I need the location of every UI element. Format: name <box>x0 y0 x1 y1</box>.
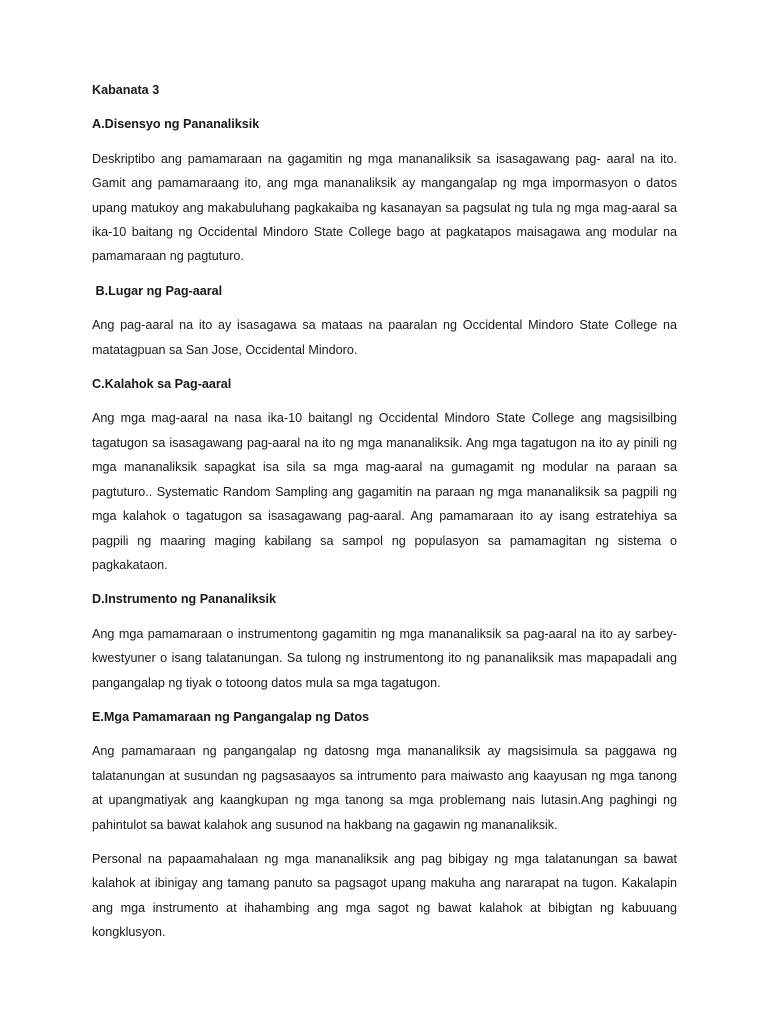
document-body <box>92 78 677 955</box>
paragraph-pangangalap-1: Ang pamamaraan ng pangangalap ng datosng mga mananaliksik ay magsisimula sa paggawa ng talatanungan at susundan ng pagsasaayos sa intrumento para maiwasto ang kaayusan ng mga tanong at upangmatiyak ang kaangkupan ng mga tanong sa mga problemang nais lutasin.Ang paghingi ng pahintulot sa bawat kalahok ang susunod na hakbang na gagawin ng mananaliksik. <box>92 744 677 832</box>
paragraph-kalahok: Ang mga mag-aaral na nasa ika-10 baitangl ng Occidental Mindoro State College ang magsisilbing tagatugon sa isasagawang pag-aaral na ito ng mga mananaliksik. Ang mga tagatugon na ito ay pinili ng mga mananaliksik sapagkat isa sila sa mga mag-aaral na gumagamit ng modular na paraan sa pagtuturo.. Systematic Random Sampling ang gagamitin na paraan ng mga mananaliksik sa pagpili ng mga kalahok o tagatugon sa isasagawang pag-aaral. Ang pamamaraan ito ay isang estratehiya sa pagpili ng maaring maging kabilang sa sampol ng populasyon sa pamamagitan ng sistema o pagkakataon. <box>92 411 677 572</box>
paragraph-disensyo: Deskriptibo ang pamamaraan na gagamitin ng mga mananaliksik sa isasagawang pag- aaral na ito. Gamit ang pamamaraang ito, ang mga mananaliksik ay mangangalap ng mga impormasyon o datos upang matukoy ang makabuluhang pagkakaiba ng kasanayan sa pagsulat ng tula ng mga mag-aaral sa ika-10 baitang ng Occidental Mindoro State College bago at pagkatapos maisagawa ang modular na pamamaraan ng pagtuturo. <box>92 151 677 264</box>
section-heading-e: E.Mga Pamamaraan ng Pangangalap ng Datos <box>92 709 370 724</box>
section-heading-b: B.Lugar ng Pag-aaral <box>92 283 223 298</box>
section-heading-c: C.Kalahok sa Pag-aaral <box>92 377 232 392</box>
paragraph-lugar: Ang pag-aaral na ito ay isasagawa sa mataas na paaralan ng Occidental Mindoro State College na matatagpuan sa San Jose, Occidental Mindoro. <box>92 318 677 357</box>
section-heading-d: D.Instrumento ng Pananaliksik <box>92 592 277 607</box>
paragraph-pangangalap-2: Personal na papaamahalaan ng mga mananaliksik ang pag bibigay ng mga talatanungan sa bawat kalahok at ibinigay ang tamang panuto sa pagsagot upang makuha ang nararapat na tugon. Kakalapin ang mga instrumento at ihahambing ang mga sagot ng bawat kalahok at bibigtan ng kabuuang kongklusyon. <box>92 851 677 940</box>
chapter-title: Kabanata 3 <box>92 83 160 97</box>
paragraph-instrumento: Ang mga pamamaraan o instrumentong gagamitin ng mga mananaliksik sa pag-aaral na ito ay sarbey-kwestyuner o isang talatanungan. Sa tulong ng instrumentong ito ng pananaliksik mas mapapadali ang pangangalap ng tiyak o totoong datos mula sa mga tagatugon. <box>92 626 677 690</box>
section-heading-a: A.Disensyo ng Pananaliksik <box>92 117 260 132</box>
